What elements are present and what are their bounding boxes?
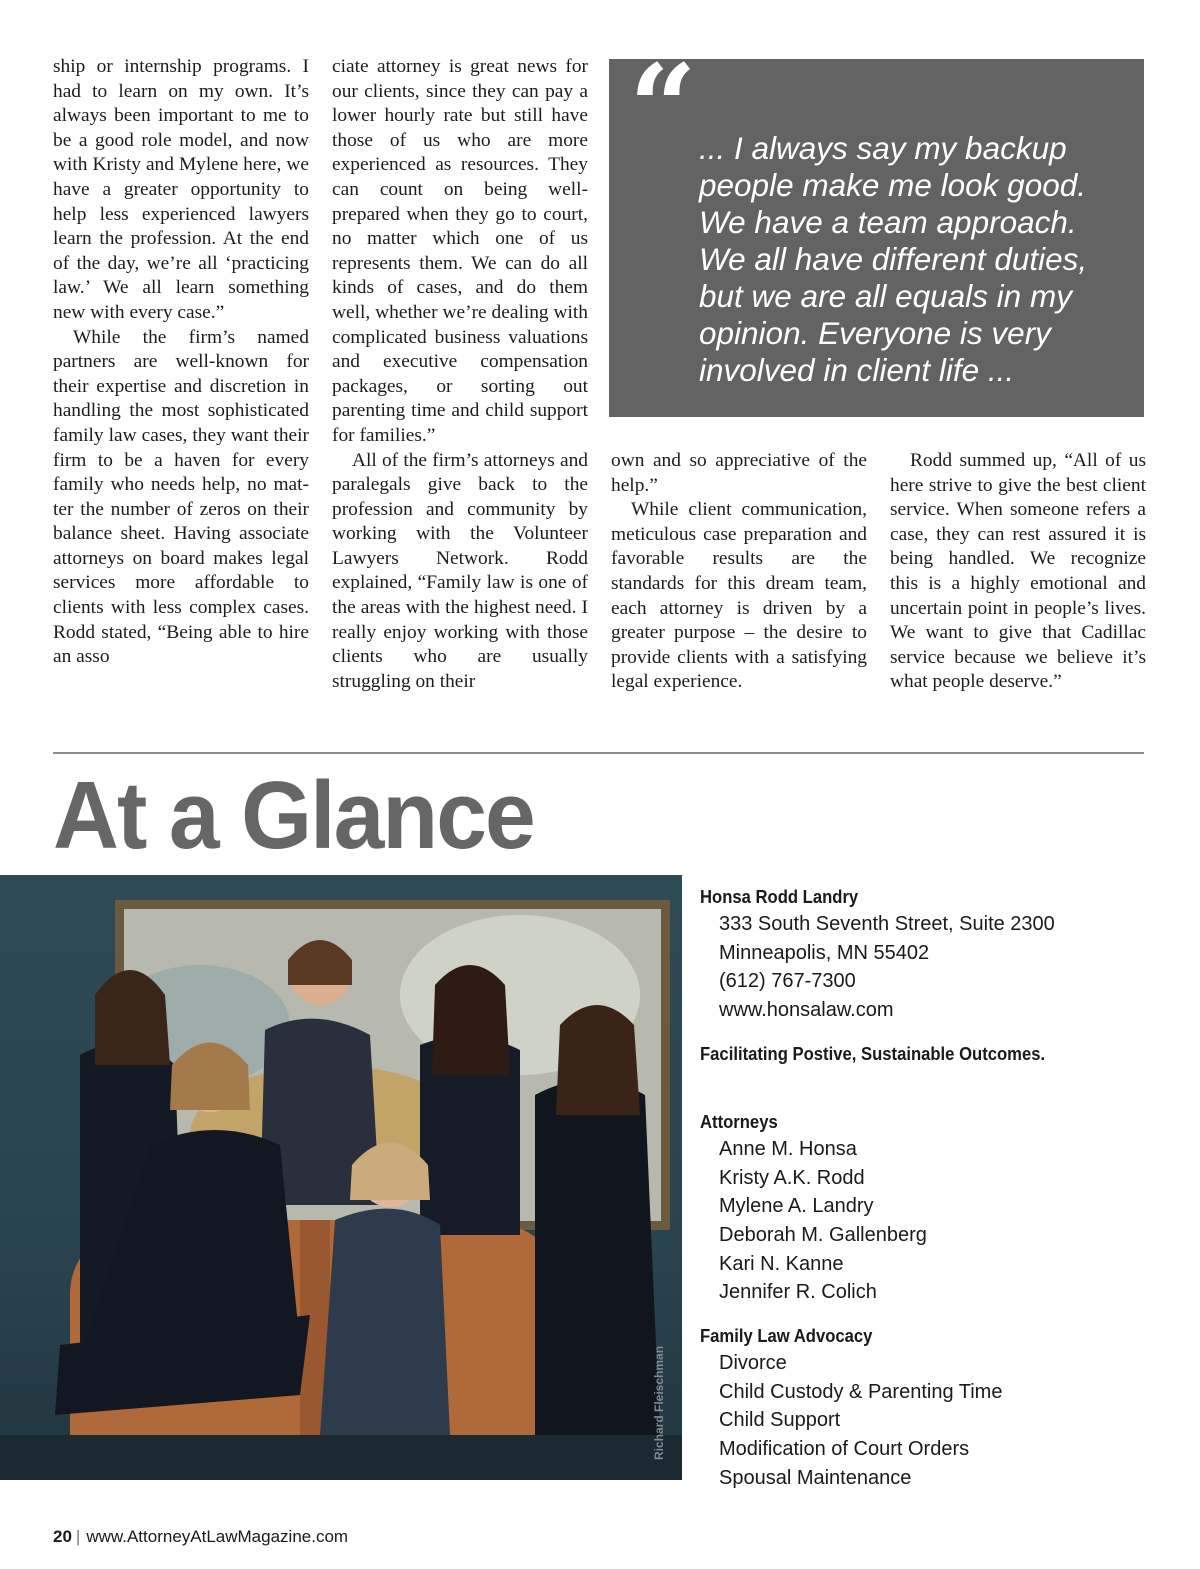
- address-line: 333 South Seventh Street, Suite 2300: [719, 913, 1055, 935]
- practice-area: Modification of Court Orders: [719, 1438, 970, 1461]
- attorney-name: Anne M. Honsa: [719, 1137, 857, 1160]
- article-column-4: [890, 449, 1146, 695]
- article-paragraph: own and so appreciative of the help.”: [611, 450, 867, 496]
- article-paragraph: Rodd summed up, “All of us here strive to give the best client service. When someone refers a case, they can rest assured it is being handled. We recognize this is a highly emotional and uncertain point in people’s lives. We want to give that Cadillac service because we believe it’s what people deserve.”: [890, 450, 1146, 693]
- section-title: At a Glance: [53, 762, 534, 869]
- article-paragraph: All of the firm’s attorneys and paralegals give back to the profession and community by working with the Volunteer Lawyers Network. Rodd explained, “Family law is one of the areas with the highest need. I really enjoy working with those clients who are usually struggling on their: [332, 449, 588, 692]
- attorney-name: Deborah M. Gallenberg: [719, 1223, 927, 1246]
- article-paragraph: While the firm’s named partners are well-known for their expertise and discretion in handling the most sophisticated family law cases, they want their firm to be a haven for every family who needs help, no matter the number of zeros on their balance sheet. Having associate attorneys on board makes legal services more affordable to clients with less complex cases. Rodd stated, “Being able to hire an asso: [53, 326, 309, 668]
- attorneys-heading: Attorneys: [700, 1110, 778, 1132]
- footer-separator: |: [75, 1527, 81, 1546]
- attorney-name: Kari N. Kanne: [719, 1252, 844, 1275]
- attorney-name: Jennifer R. Colich: [719, 1281, 877, 1304]
- article-column-2: [332, 55, 588, 694]
- team-photo: [0, 875, 682, 1480]
- firm-tagline: Facilitating Postive, Sustainable Outcomes.: [700, 1042, 1046, 1064]
- magazine-url[interactable]: www.AttorneyAtLawMagazine.com: [86, 1527, 349, 1546]
- practice-area: Child Support: [719, 1409, 841, 1432]
- practice-heading: Family Law Advocacy: [700, 1325, 873, 1347]
- website-url: www.honsalaw.com: [719, 999, 894, 1022]
- firm-name: Honsa Rodd Landry: [700, 886, 859, 907]
- pull-quote-box: [609, 38, 1144, 417]
- article-paragraph: While client communication, meticulous case preparation and favorable results are the standards for this dream team, each attorney is driven by a greater purpose – the desire to provide clients with a satisfying legal experience.: [611, 499, 867, 693]
- section-divider: [53, 752, 1144, 754]
- firm-info-panel: [700, 884, 1170, 1493]
- article-column-3: [611, 449, 867, 695]
- attorney-name: Kristy A.K. Rodd: [719, 1166, 865, 1189]
- page-number: 20: [53, 1527, 72, 1546]
- article-column-1: [53, 55, 309, 670]
- phone-number: (612) 767-7300: [719, 970, 856, 993]
- article-paragraph: ciate attorney is great news for our clients, since they can pay a lower hourly rate but still have those of us who are more experienced as resources. They can count on being well-prepared when they go to court, no matter which one of us represents them. We can do all kinds of cases, and do them well, whether we’re dealing with complicated business valuations and executive compensation packages, or sorting out parenting time and child support for families.”: [332, 56, 588, 446]
- attorney-name: Mylene A. Landry: [719, 1195, 874, 1218]
- practice-area: Spousal Maintenance: [719, 1466, 912, 1489]
- address-line: Minneapolis, MN 55402: [719, 941, 930, 964]
- pull-quote-text: ... I always say my backup people make me look good. We have a team approach. We all have different duties, but we are all equals in my opinion. Everyone is very involved in client life ...: [699, 130, 1088, 388]
- practice-area: Divorce: [719, 1352, 787, 1375]
- article-paragraph: ship or internship programs. I had to learn on my own. It’s always been important to me to be a good role model, and now with Kristy and Mylene here, we have a greater opportunity to help less experienced lawyers learn the profession. At the end of the day, we’re all ‘practicing law.’ We all learn something new with every case.”: [53, 56, 309, 323]
- quote-mark-icon: “: [629, 38, 697, 177]
- page-footer: [53, 1527, 348, 1547]
- practice-area: Child Custody & Parenting Time: [719, 1380, 1003, 1403]
- photo-credit: Richard Fleischman: [652, 1345, 666, 1460]
